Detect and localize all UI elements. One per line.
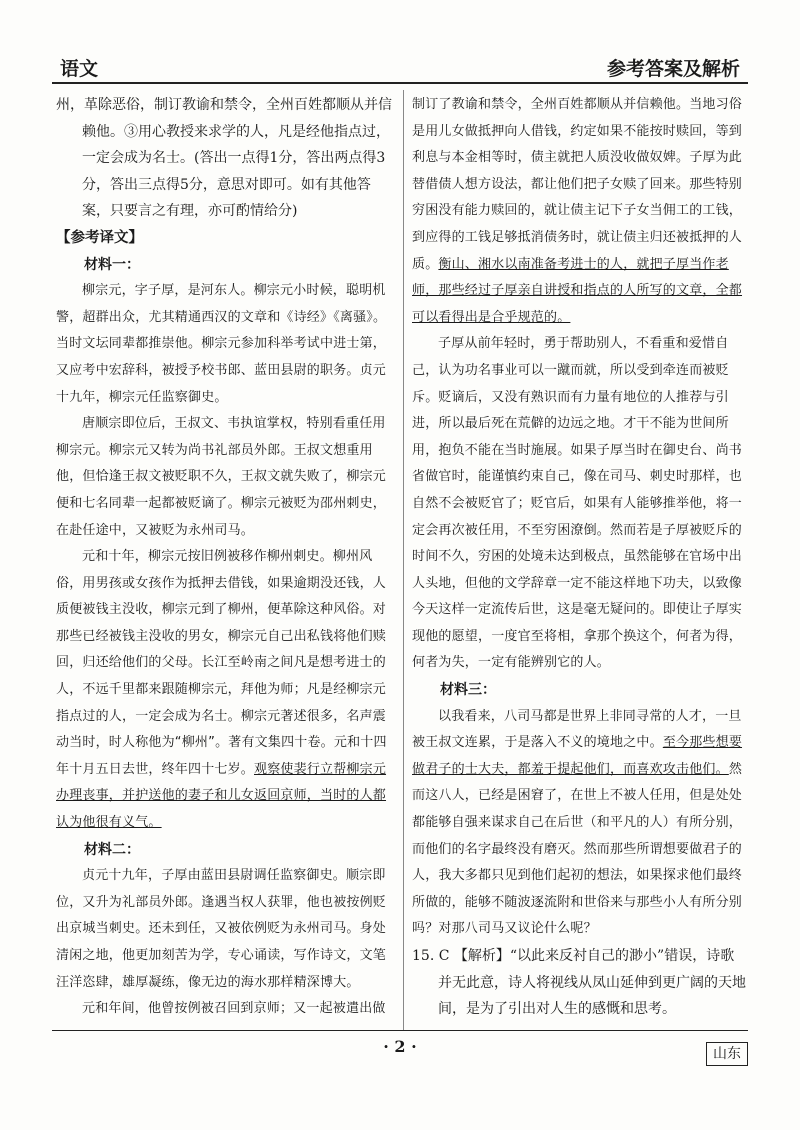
material-one-paragraph-1: 柳宗元，字子厚，是河东人。柳宗元小时候，聪明机警，超群出众，尤其精通西汉的文章和《诗经》《离骚》。当时文坛同辈都推崇他。柳宗元参加科举考试中进士第，又应考中宏辞科，被授予校书郎、蓝田县尉的职务。贞元十九年，柳宗元任监察御史。 xyxy=(56,283,387,405)
underlined-sentence-1: 观察使裴行立帮柳宗元办理丧事，并护送他的妻子和儿女返回京师，当时的人都认为他很有义气。 xyxy=(56,761,387,831)
underlined-sentence-2: 衡山、湘水以南准备考进士的人，就把子厚当作老师，那些经过子厚亲自讲授和指点的人所写的文章，全都可以看得出是合乎规范的。 xyxy=(412,256,743,325)
column-divider xyxy=(403,90,404,1030)
page-number: · 2 · xyxy=(383,1037,417,1056)
material-two-paragraph-3: 子厚从前年轻时，勇于帮助别人，不看重和爱惜自己，认为功名事业可以一蹴而就，所以受到牵连而被贬斥。贬谪后，又没有熟识而有力量有地位的人推荐与引进，所以最后死在荒僻的边远之地。才干不能为世间所用，抱负不能在当时施展。如果子厚当时在御史台、尚书省做官时，能谨慎约束自己，像在司马、刺史时那样，也自然不会被贬官了；贬官后，如果有人能够推举他，将一定会再次被任用，不至穷困潦倒。然而若是子厚被贬斥的时间不久，穷困的处境未达到极点，虽然能够在官场中出人头地，但他的文学辞章一定不能这样地下功夫，以致像今天这样一定流传后世，这是毫无疑问的。即使让子厚实现他的愿望，一度官至将相，拿那个换这个，何者为得，何者为失，一定有能辨别它的人。 xyxy=(412,336,743,671)
section-title: 参考答案及解析 xyxy=(606,58,740,80)
material-three-text-b: 然而这八人，已经是困窘了，在世上不被人任用，但是处处都能够自强来谋求自己在后世（和平凡的人）有所分别，而他们的名字最终没有磨灭。然而那些所谓想要做君子的人，我大多都只见到他们起初的想法，如果探求他们最终所做的，能够不随波逐流附和世俗来与那些小人有所分别吗？对那八司马又议论什么呢？ xyxy=(412,761,743,937)
material-two-paragraph-1: 贞元十九年，子厚由蓝田县尉调任监察御史。顺宗即位，又升为礼部员外郎。逢遇当权人获罪，他也被按例贬出京城当刺史。还未到任，又被依例贬为永州司马。身处清闲之地，他更加刻苦为学，专心诵读，写作诗文，文笔汪洋恣肆，雄厚凝练，像无边的海水那样精深博大。 xyxy=(56,868,387,990)
material-three-paragraph xyxy=(412,704,746,943)
material-two-label: 材料二： xyxy=(84,841,140,858)
page-header xyxy=(52,42,748,84)
region-badge: 山东 xyxy=(706,1042,748,1066)
underlined-sentence-3: 至今那些想要做君子的士大夫，都羞于提起他们，而喜欢攻击他们。 xyxy=(412,735,743,777)
footer-rule xyxy=(52,1030,748,1031)
right-column xyxy=(412,92,746,1027)
material-two-paragraph-2: 元和年间，他曾按例被召回到京师；又一起被遣出做 xyxy=(82,1001,386,1017)
material-three-text-a: 以我看来，八司马都是世界上非同寻常的人才，一旦被王叔文连累，于是落入不义的境地之中。 xyxy=(412,708,742,751)
material-three-label: 材料三： xyxy=(440,682,496,699)
subject-label: 语文 xyxy=(60,58,99,80)
material-one-paragraph-2: 唐顺宗即位后，王叔文、韦执谊掌权，特别看重任用柳宗元。柳宗元又转为尚书礼部员外郎。王叔文想重用他，但恰逢王叔文被贬职不久，王叔文就失败了，柳宗元便和七名同辈一起都被贬谪了。柳宗元被贬为邵州刺史，在赴任途中，又被贬为永州司马。 xyxy=(56,416,387,538)
left-column xyxy=(56,92,398,1027)
material-two-cont-text: 制订了教谕和禁令，全州百姓都顺从并信赖他。当地习俗是用儿女做抵押向人借钱，约定如果不能按时赎回，等到利息与本金相等时，债主就把人质没收做奴婢。子厚为此替借债人想方设法，都让他们把子女赎了回来。那些特别穷困没有能力赎回的，就让债主记下子女当佣工的工钱，到应得的工钱足够抵消债务时，就让债主归还被抵押的人质。 xyxy=(412,97,743,272)
question-16-answer xyxy=(412,1023,746,1027)
answer-continuation: 州，革除恶俗，制订教谕和禁令，全州百姓都顺从并信赖他。③用心教授来求学的人，凡是经他指点过，一定会成为名士。(答出一点得1分，答出两点得3分，答出三点得5分，意思对即可。如有其他答案，只要言之有理，亦可酌情给分) xyxy=(56,97,392,220)
translation-heading: 【参考译文】 xyxy=(56,229,143,246)
material-two-paragraph-2-cont xyxy=(412,92,746,331)
material-one-paragraph-3-text: 元和十年，柳宗元按旧例被移作柳州刺史。柳州风俗，用男孩或女孩作为抵押去借钱，如果逾期没还钱，人质便被钱主没收，柳宗元到了柳州，便革除这种风俗。对那些已经被钱主没收的男女，柳宗元自己出私钱将他们赎回，归还给他们的父母。长江至岭南之间凡是想考进士的人，不远千里都来跟随柳宗元，拜他为师；凡是经柳宗元指点过的人，一定会成为名士。柳宗元著述很多，名声震动当时，时人称他为“柳州”。著有文集四十卷。元和十四年十月五日去世，终年四十七岁。 xyxy=(56,549,387,777)
material-one-paragraph-3 xyxy=(56,544,398,837)
material-one-label: 材料一： xyxy=(84,256,140,273)
question-15-answer: 15. C 【解析】“以此来反衬自己的渺小”错误，诗歌并无此意，诗人将视线从凤山延伸到更广阔的天地间，是为了引出对人生的感慨和思考。 xyxy=(412,948,746,1018)
